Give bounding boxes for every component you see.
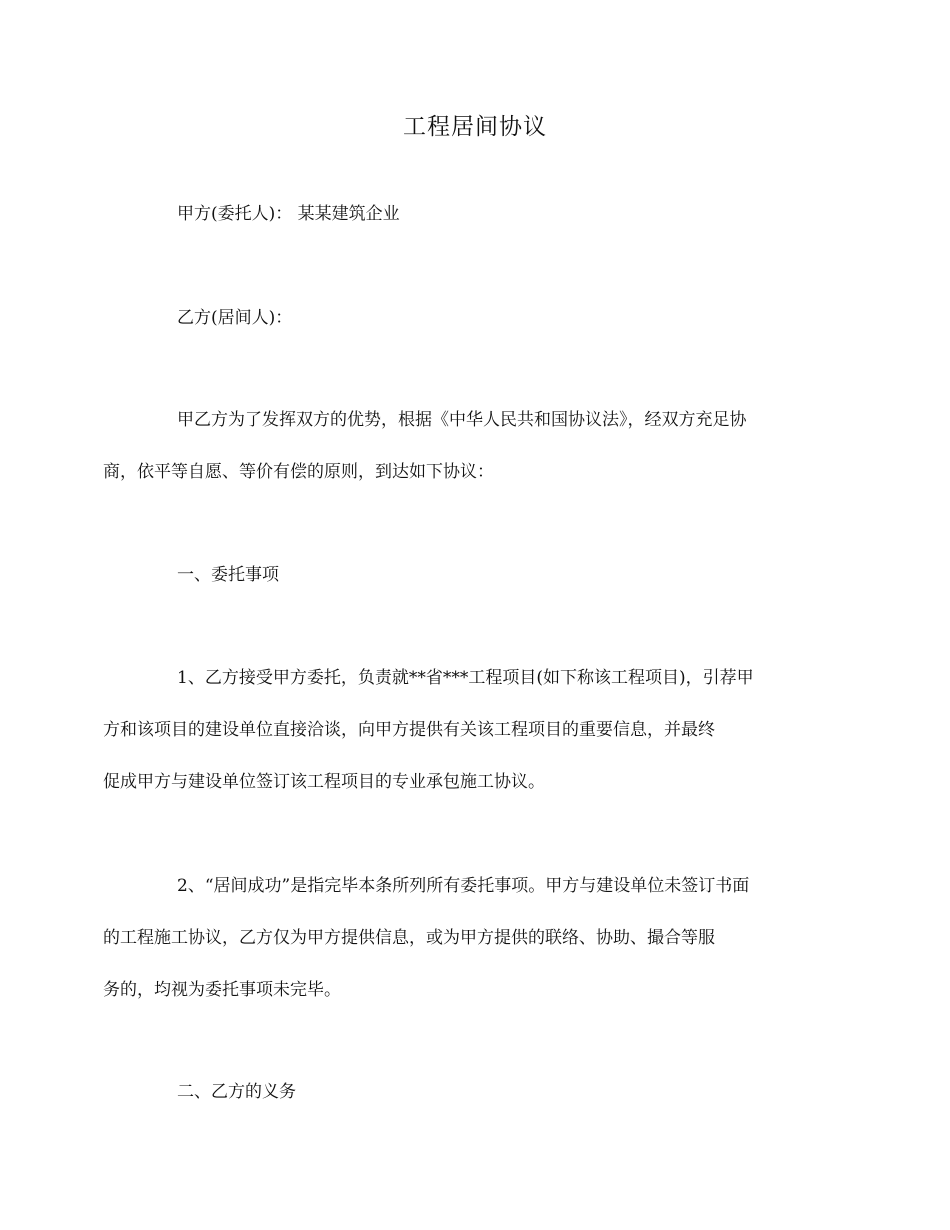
text-line: 甲方(委托人)： 某某建筑企业 [177, 204, 400, 224]
clause-1-paragraph [103, 652, 812, 808]
text-line: 1、乙方接受甲方委托，负责就**省***工程项目(如下称该工程项目)，引荐甲 [177, 668, 754, 688]
text-line: 一、委托事项 [177, 565, 279, 585]
party-b-line [140, 292, 812, 344]
text-line: 务的，均视为委托事项未完毕。 [103, 980, 341, 1000]
text-line: 促成甲方与建设单位签订该工程项目的专业承包施工协议。 [103, 772, 545, 792]
text-line: 2、“居间成功”是指完毕本条所列所有委托事项。甲方与建设单位未签订书面 [177, 876, 750, 896]
text-line: 乙方(居间人)： [177, 308, 293, 328]
text-line: 二、乙方的义务 [177, 1082, 296, 1102]
text-line: 商，依平等自愿、等价有偿的原则，到达如下协议： [103, 462, 494, 482]
text-line: 的工程施工协议，乙方仅为甲方提供信息，或为甲方提供的联络、协助、撮合等服 [103, 928, 715, 948]
section-heading-1 [140, 549, 812, 601]
section-heading-2 [140, 1066, 812, 1118]
document-title: 工程居间协议 [403, 114, 547, 140]
text-line: 甲乙方为了发挥双方的优势，根据《中华人民共和国协议法》，经双方充足协 [177, 410, 747, 430]
text-line: 方和该项目的建设单位直接洽谈，向甲方提供有关该工程项目的重要信息，并最终 [103, 720, 715, 740]
clause-2-paragraph [103, 860, 812, 1016]
preamble-paragraph [103, 394, 812, 498]
party-a-line [140, 188, 812, 240]
